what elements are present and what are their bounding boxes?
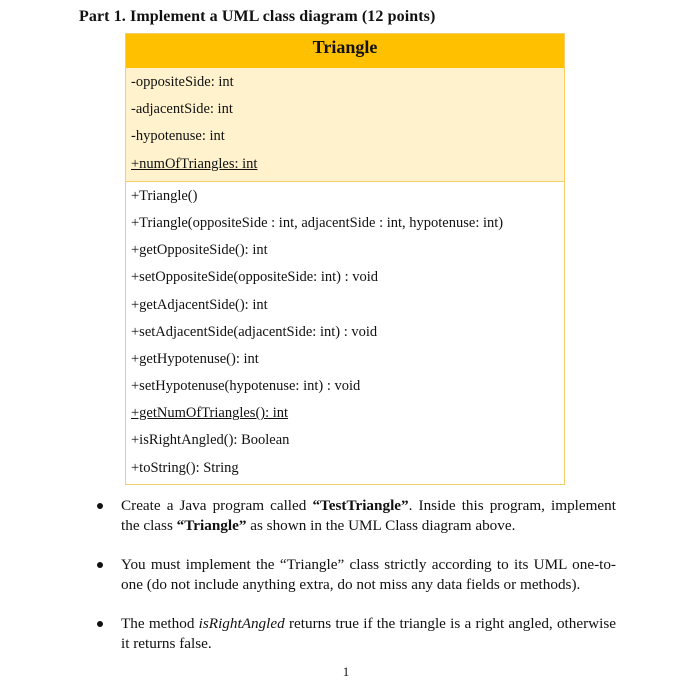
uml-method: +toString(): String: [131, 459, 239, 476]
bullet-icon: [97, 562, 103, 568]
uml-static-attribute: +numOfTriangles: int: [131, 155, 258, 172]
uml-method: +setHypotenuse(hypotenuse: int) : void: [131, 378, 361, 395]
instruction-text: Create a Java program called: [121, 497, 313, 514]
instruction-text: . Inside this program, implement the class: [121, 497, 616, 534]
uml-method: +isRightAngled(): Boolean: [131, 432, 290, 449]
uml-method: +setAdjacentSide(adjacentSide: int) : void: [131, 323, 378, 340]
uml-methods: [126, 182, 564, 484]
uml-class-diagram: [125, 33, 565, 485]
part-title: Part 1. Implement a UML class diagram (12 points): [79, 8, 436, 25]
instruction-text: returns true if the triangle is a right angled, otherwise it returns false.: [121, 615, 616, 652]
instruction-text: as shown in the UML Class diagram above.: [246, 517, 516, 534]
instruction-bold: “TestTriangle”: [312, 497, 409, 514]
instruction-text: The method: [121, 615, 199, 632]
uml-class-name: Triangle: [126, 34, 564, 68]
uml-method: +Triangle(): [131, 187, 198, 204]
bullet-icon: [97, 621, 103, 627]
uml-method: +getHypotenuse(): int: [131, 350, 259, 367]
uml-attribute: -hypotenuse: int: [131, 128, 225, 145]
instruction-list: [96, 496, 616, 673]
uml-attribute: -adjacentSide: int: [131, 101, 233, 118]
uml-method: +Triangle(oppositeSide : int, adjacentSide : int, hypotenuse: int): [131, 214, 504, 231]
instruction-item: [96, 555, 616, 595]
instruction-item: [96, 496, 616, 536]
uml-method: +setOppositeSide(oppositeSide: int) : void: [131, 269, 379, 286]
page-number: 1: [342, 664, 350, 679]
uml-attribute: -oppositeSide: int: [131, 74, 234, 90]
instruction-item: [96, 614, 616, 654]
uml-method: +getOppositeSide(): int: [131, 242, 268, 259]
uml-method: +getAdjacentSide(): int: [131, 296, 268, 313]
instruction-text: You must implement the “Triangle” class strictly according to its UML one-to-one (do not include anything extra, do not miss any data fields or methods).: [121, 556, 616, 593]
uml-attributes: [126, 68, 564, 182]
bullet-icon: [97, 503, 103, 509]
uml-static-method: +getNumOfTriangles(): int: [131, 405, 289, 422]
instruction-bold: “Triangle”: [176, 517, 247, 534]
instruction-italic: isRightAngled: [198, 615, 285, 632]
